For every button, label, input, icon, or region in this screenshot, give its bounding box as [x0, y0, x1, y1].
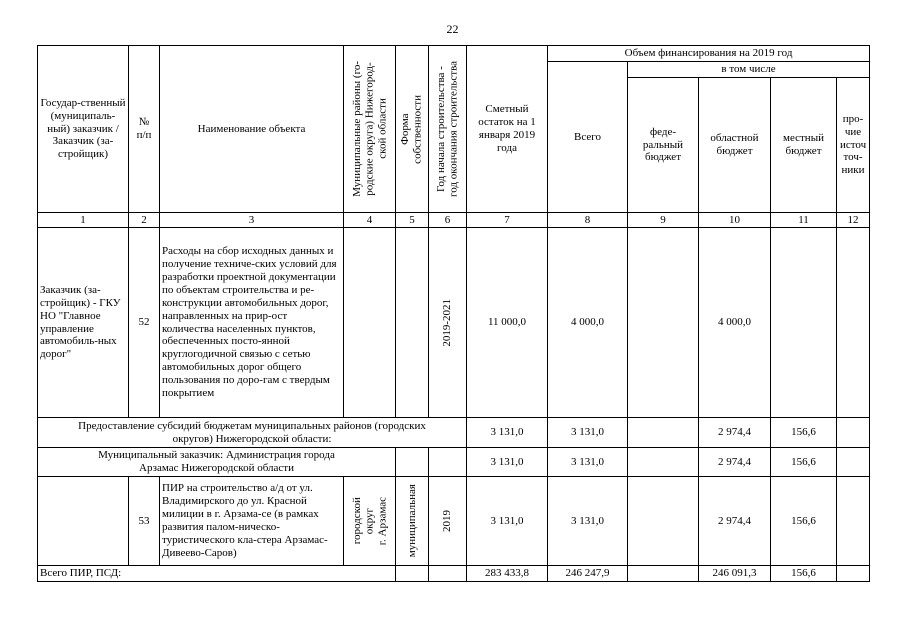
- header-federal: феде-ральный бюджет: [628, 78, 699, 213]
- col-num-11: 11: [771, 213, 837, 228]
- row53-other: [837, 477, 870, 566]
- row53-municipality-line1: городской: [350, 497, 363, 545]
- row53-local: 156,6: [771, 477, 837, 566]
- table-row-53: [38, 477, 870, 566]
- row53-municipality-line3: г. Арзамас: [375, 496, 388, 546]
- municipal-customer-years: [429, 448, 467, 477]
- col-num-6: 6: [429, 213, 467, 228]
- total-regional: 246 091,3: [699, 566, 771, 582]
- row53-estimate: 3 131,0: [467, 477, 548, 566]
- header-number: [129, 46, 160, 213]
- header-ownership-line1: Форма: [399, 113, 412, 145]
- row53-years-cell: [429, 477, 467, 566]
- row52-estimate: 11 000,0: [467, 228, 548, 418]
- municipal-customer-ownership: [396, 448, 429, 477]
- row53-regional: 2 974,4: [699, 477, 771, 566]
- funding-table: [37, 45, 870, 582]
- row53-object-name: ПИР на строительство а/д от ул. Владимирского до ул. Красной милиции в г. Арзама-се (в рамках развития палом-ническо-туристического кла-стера Арзамас-Дивеево-Саров): [160, 477, 344, 566]
- row52-federal: [628, 228, 699, 418]
- row52-regional: 4 000,0: [699, 228, 771, 418]
- row53-total: 3 131,0: [548, 477, 628, 566]
- total-ownership: [396, 566, 429, 582]
- header-municipal-line2: родские округа) Нижегород-: [363, 62, 376, 196]
- col-num-10: 10: [699, 213, 771, 228]
- total-row: [38, 566, 870, 582]
- col-num-4: 4: [344, 213, 396, 228]
- subsidy-row: [38, 418, 870, 448]
- municipal-customer-label: [38, 448, 396, 477]
- row52-years: 2019-2021: [441, 298, 454, 347]
- row53-municipality-cell: [344, 477, 396, 566]
- subsidy-federal: [628, 418, 699, 448]
- total-label: Всего ПИР, ПСД:: [38, 566, 396, 582]
- row53-municipality-line2: округ: [363, 507, 376, 535]
- subsidy-label-line2: округов) Нижегородской области:: [172, 432, 332, 445]
- page-number: 22: [446, 22, 459, 36]
- total-total: 246 247,9: [548, 566, 628, 582]
- col-num-9: 9: [628, 213, 699, 228]
- municipal-customer-line2: Арзамас Нижегородской области: [139, 462, 294, 474]
- header-other: про-чие источ точ-ники: [837, 78, 870, 213]
- row53-years: 2019: [441, 510, 454, 532]
- row52-object-name: Расходы на сбор исходных данных и получение техниче-ских условий для разработки проектной документации по объектам строительства и ре-конструкции автомобильных дорог, направленных на прир-ост количества населенных пунктов, обеспеченных посто-янной круглогодичной связью с сетью автомобильных дорог общего пользования по доро-гам с твердым покрытием: [160, 228, 344, 418]
- municipal-customer-line1: Муниципальный заказчик: Администрация города: [98, 449, 335, 462]
- header-total: Всего: [548, 62, 628, 213]
- header-estimate: Сметный остаток на 1 января 2019 года: [467, 46, 548, 213]
- header-customer: Государ-ственный (муниципаль-ный) заказчик / Заказчик (за-стройщик): [38, 46, 129, 213]
- total-other: [837, 566, 870, 582]
- col-num-3: 3: [160, 213, 344, 228]
- subsidy-regional: 2 974,4: [699, 418, 771, 448]
- header-number-line2: п/п: [136, 129, 152, 141]
- header-ownership: [396, 46, 429, 213]
- col-num-2: 2: [129, 213, 160, 228]
- subsidy-estimate: 3 131,0: [467, 418, 548, 448]
- row52-local: [771, 228, 837, 418]
- header-local: местный бюджет: [771, 78, 837, 213]
- row52-customer: Заказчик (за-стройщик) - ГКУ НО "Главное управление автомобиль-ных дорог": [38, 228, 129, 418]
- total-estimate: 283 433,8: [467, 566, 548, 582]
- municipal-customer-other: [837, 448, 870, 477]
- row53-ownership: муниципальная: [405, 484, 418, 558]
- subsidy-total: 3 131,0: [548, 418, 628, 448]
- row53-customer: [38, 477, 129, 566]
- table-row-52: [38, 228, 870, 418]
- col-num-5: 5: [396, 213, 429, 228]
- total-local: 156,6: [771, 566, 837, 582]
- subsidy-label-line1: Предоставление субсидий бюджетам муниципальных районов (городских: [78, 419, 426, 432]
- header-ownership-line2: собственности: [412, 94, 424, 164]
- row52-municipality: [344, 228, 396, 418]
- header-number-line1: №: [138, 116, 150, 129]
- row52-total: 4 000,0: [548, 228, 628, 418]
- row53-ownership-cell: [396, 477, 429, 566]
- header-municipal-districts: [344, 46, 396, 213]
- col-num-12: 12: [837, 213, 870, 228]
- header-funding-volume: Объем финансирования на 2019 год: [548, 46, 870, 62]
- header-years: [429, 46, 467, 213]
- total-years: [429, 566, 467, 582]
- row52-years-cell: [429, 228, 467, 418]
- row53-number: 53: [129, 477, 160, 566]
- row52-ownership: [396, 228, 429, 418]
- total-federal: [628, 566, 699, 582]
- header-object-name: Наименование объекта: [160, 46, 344, 213]
- header-row-1: [38, 46, 870, 62]
- column-numbers-row: [38, 213, 870, 228]
- header-including: в том числе: [628, 62, 870, 78]
- municipal-customer-estimate: 3 131,0: [467, 448, 548, 477]
- row52-number: 52: [129, 228, 160, 418]
- municipal-customer-local: 156,6: [771, 448, 837, 477]
- subsidy-label: [38, 418, 467, 448]
- col-num-8: 8: [548, 213, 628, 228]
- municipal-customer-total: 3 131,0: [548, 448, 628, 477]
- municipal-customer-row: [38, 448, 870, 477]
- header-regional: областной бюджет: [699, 78, 771, 213]
- municipal-customer-regional: 2 974,4: [699, 448, 771, 477]
- header-years-line2: год окончания строительства: [447, 61, 460, 197]
- header-municipal-line1: Муниципальные районы (го-: [350, 61, 363, 197]
- subsidy-other: [837, 418, 870, 448]
- header-municipal-line3: ской области: [375, 98, 388, 160]
- col-num-1: 1: [38, 213, 129, 228]
- row53-federal: [628, 477, 699, 566]
- col-num-7: 7: [467, 213, 548, 228]
- municipal-customer-federal: [628, 448, 699, 477]
- header-years-line1: Год начала строительства -: [434, 66, 447, 192]
- row52-other: [837, 228, 870, 418]
- subsidy-local: 156,6: [771, 418, 837, 448]
